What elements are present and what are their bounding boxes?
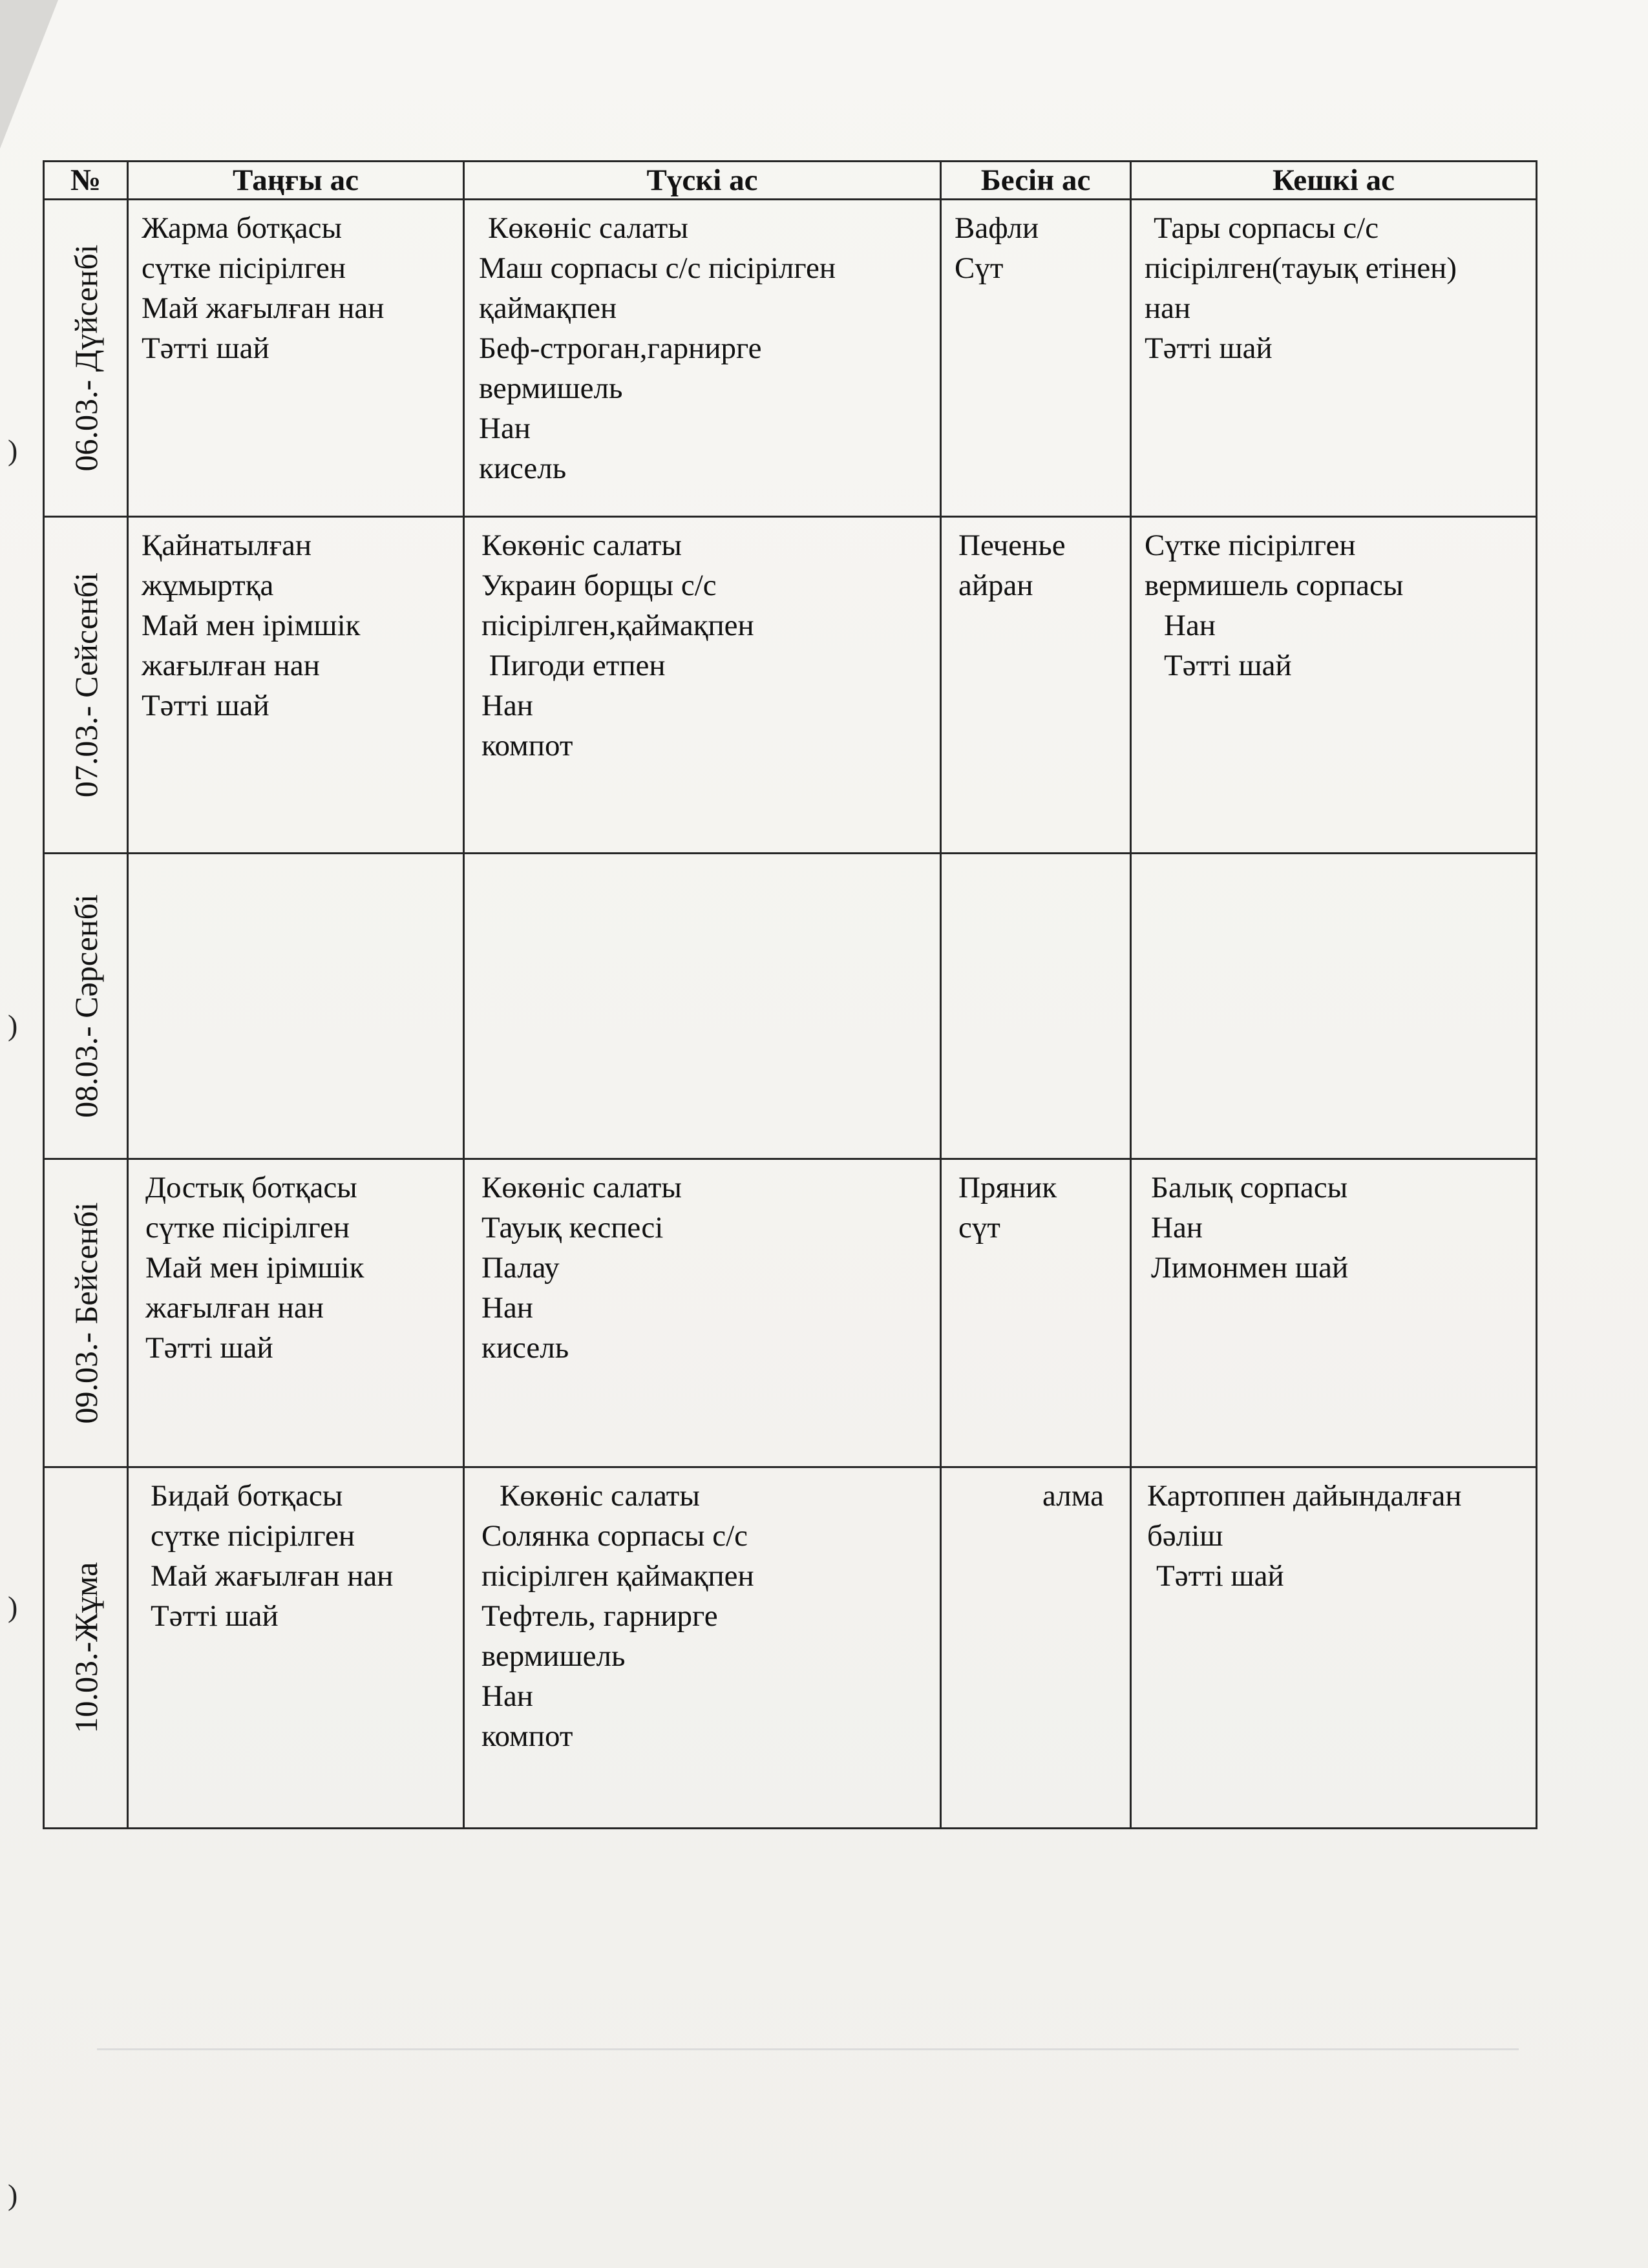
menu-item: Беф-строган,гарнирге: [479, 331, 762, 365]
dinner-cell: [1131, 1159, 1537, 1467]
menu-item: Картоппен дайындалған: [1147, 1479, 1462, 1513]
margin-bracket-mark: ): [8, 1590, 18, 1623]
menu-item: жағылған нан: [142, 649, 320, 682]
day-cell: [44, 517, 128, 854]
menu-item: Украин борщы с/с: [481, 569, 717, 602]
menu-item: Нан: [1151, 1211, 1203, 1244]
folded-corner: [0, 0, 58, 149]
menu-item: Вафли: [955, 211, 1039, 245]
menu-item: Көкөніс салаты: [500, 1479, 700, 1513]
menu-item: Тәтті шай: [1156, 1559, 1284, 1593]
header-number: №: [44, 162, 128, 200]
menu-item: Пряник: [958, 1171, 1057, 1204]
breakfast-cell: [128, 517, 464, 854]
menu-item: сүт: [958, 1211, 1000, 1244]
menu-item: Нан: [481, 1291, 533, 1325]
weekly-menu-table: [43, 160, 1537, 1829]
dinner-cell: [1131, 517, 1537, 854]
lunch-cell: [464, 517, 941, 854]
menu-item: сүтке пісірілген: [151, 1519, 355, 1553]
margin-bracket-mark: ): [8, 2178, 18, 2211]
menu-item: Тәтті шай: [142, 689, 269, 722]
menu-item: Балық сорпасы: [1151, 1171, 1348, 1204]
menu-item: Палау: [481, 1251, 560, 1285]
menu-item: Лимонмен шай: [1151, 1251, 1349, 1285]
menu-item: кисель: [479, 452, 567, 485]
menu-item: Қайнатылған: [142, 529, 312, 562]
breakfast-cell: [128, 1159, 464, 1467]
day-cell: [44, 1467, 128, 1829]
menu-item: сүтке пісірілген: [145, 1211, 350, 1244]
menu-item: Тәтті шай: [151, 1599, 279, 1633]
snack-cell: [941, 1467, 1131, 1829]
menu-item: Тары сорпасы с/с: [1154, 211, 1379, 245]
breakfast-cell: [128, 1467, 464, 1829]
breakfast-cell: [128, 854, 464, 1159]
table-row: [44, 200, 1537, 517]
menu-item: Сүтке пісірілген: [1145, 529, 1356, 562]
bleed-through-line: [97, 2048, 1519, 2050]
table-row: [44, 517, 1537, 854]
menu-item: Бидай ботқасы: [151, 1479, 343, 1513]
menu-item: Нан: [1164, 609, 1216, 642]
menu-item: Тауық кеспесі: [481, 1211, 664, 1244]
dinner-cell: [1131, 200, 1537, 517]
menu-item: жағылған нан: [145, 1291, 324, 1325]
snack-cell: [941, 517, 1131, 854]
table-header-row: [44, 162, 1537, 200]
menu-item: пісірілген,қаймақпен: [481, 609, 754, 642]
snack-cell: [941, 200, 1131, 517]
dinner-cell: [1131, 1467, 1537, 1829]
menu-item: Нан: [479, 412, 531, 445]
menu-item: Нан: [481, 689, 533, 722]
table-row: [44, 854, 1537, 1159]
menu-item: Көкөніс салаты: [481, 529, 682, 562]
lunch-cell: [464, 200, 941, 517]
menu-item: Көкөніс салаты: [488, 211, 688, 245]
menu-item: Сүт: [955, 251, 1004, 285]
menu-item: Жарма ботқасы: [142, 211, 343, 245]
snack-cell: [941, 854, 1131, 1159]
menu-item: Тәтті шай: [142, 331, 269, 365]
menu-item: Солянка сорпасы с/с: [481, 1519, 748, 1553]
day-label: 06.03.- Дүйсенбі: [67, 244, 104, 472]
table-row: [44, 1467, 1537, 1829]
menu-item: компот: [481, 729, 573, 762]
menu-item: Печенье: [958, 529, 1066, 562]
menu-item: Нан: [481, 1679, 533, 1713]
menu-item: компот: [481, 1719, 573, 1753]
menu-item: Май жағылған нан: [142, 291, 385, 325]
menu-item: кисель: [481, 1331, 569, 1365]
menu-item: Май мен ірімшік: [142, 609, 361, 642]
lunch-cell: [464, 1467, 941, 1829]
lunch-cell: [464, 854, 941, 1159]
menu-item: сүтке пісірілген: [142, 251, 346, 285]
day-label: 10.03.-Жұма: [67, 1562, 104, 1734]
margin-bracket-mark: ): [8, 1009, 18, 1042]
breakfast-cell: [128, 200, 464, 517]
menu-item: Достық ботқасы: [145, 1171, 357, 1204]
menu-item: Тәтті шай: [145, 1331, 273, 1365]
day-label: 09.03.- Бейсенбі: [67, 1202, 104, 1424]
header-snack: Бесін ас: [941, 162, 1131, 200]
header-breakfast: Таңғы ас: [128, 162, 464, 200]
menu-item: айран: [958, 569, 1033, 602]
menu-item: вермишель: [479, 372, 623, 405]
menu-item: қаймақпен: [479, 291, 617, 325]
menu-item: Маш сорпасы с/с пісірілген: [479, 251, 836, 285]
table-row: [44, 1159, 1537, 1467]
menu-item: Пигоди етпен: [481, 649, 666, 682]
menu-item: Көкөніс салаты: [481, 1171, 682, 1204]
menu-item: вермишель сорпасы: [1145, 569, 1404, 602]
lunch-cell: [464, 1159, 941, 1467]
day-label: 07.03.- Сейсенбі: [67, 572, 104, 798]
dinner-cell: [1131, 854, 1537, 1159]
menu-item: Тәтті шай: [1164, 649, 1292, 682]
menu-item: Тәтті шай: [1145, 331, 1273, 365]
menu-item: бәліш: [1147, 1519, 1223, 1553]
menu-item: Май жағылған нан: [151, 1559, 394, 1593]
menu-item: Май мен ірімшік: [145, 1251, 364, 1285]
day-label: 08.03.- Сәрсенбі: [67, 894, 104, 1118]
menu-item: Тефтель, гарнирге: [481, 1599, 718, 1633]
menu-item: вермишель: [481, 1639, 626, 1673]
menu-item: пісірілген(тауық етінен): [1145, 251, 1457, 285]
menu-item: алма: [1042, 1479, 1104, 1513]
day-cell: [44, 200, 128, 517]
snack-cell: [941, 1159, 1131, 1467]
day-cell: [44, 854, 128, 1159]
margin-bracket-mark: ): [8, 434, 18, 467]
menu-item: жұмыртқа: [142, 569, 274, 602]
menu-item: пісірілген қаймақпен: [481, 1559, 754, 1593]
day-cell: [44, 1159, 128, 1467]
header-dinner: Кешкі ас: [1131, 162, 1537, 200]
menu-item: нан: [1145, 291, 1191, 325]
header-lunch: Түскі ас: [464, 162, 941, 200]
